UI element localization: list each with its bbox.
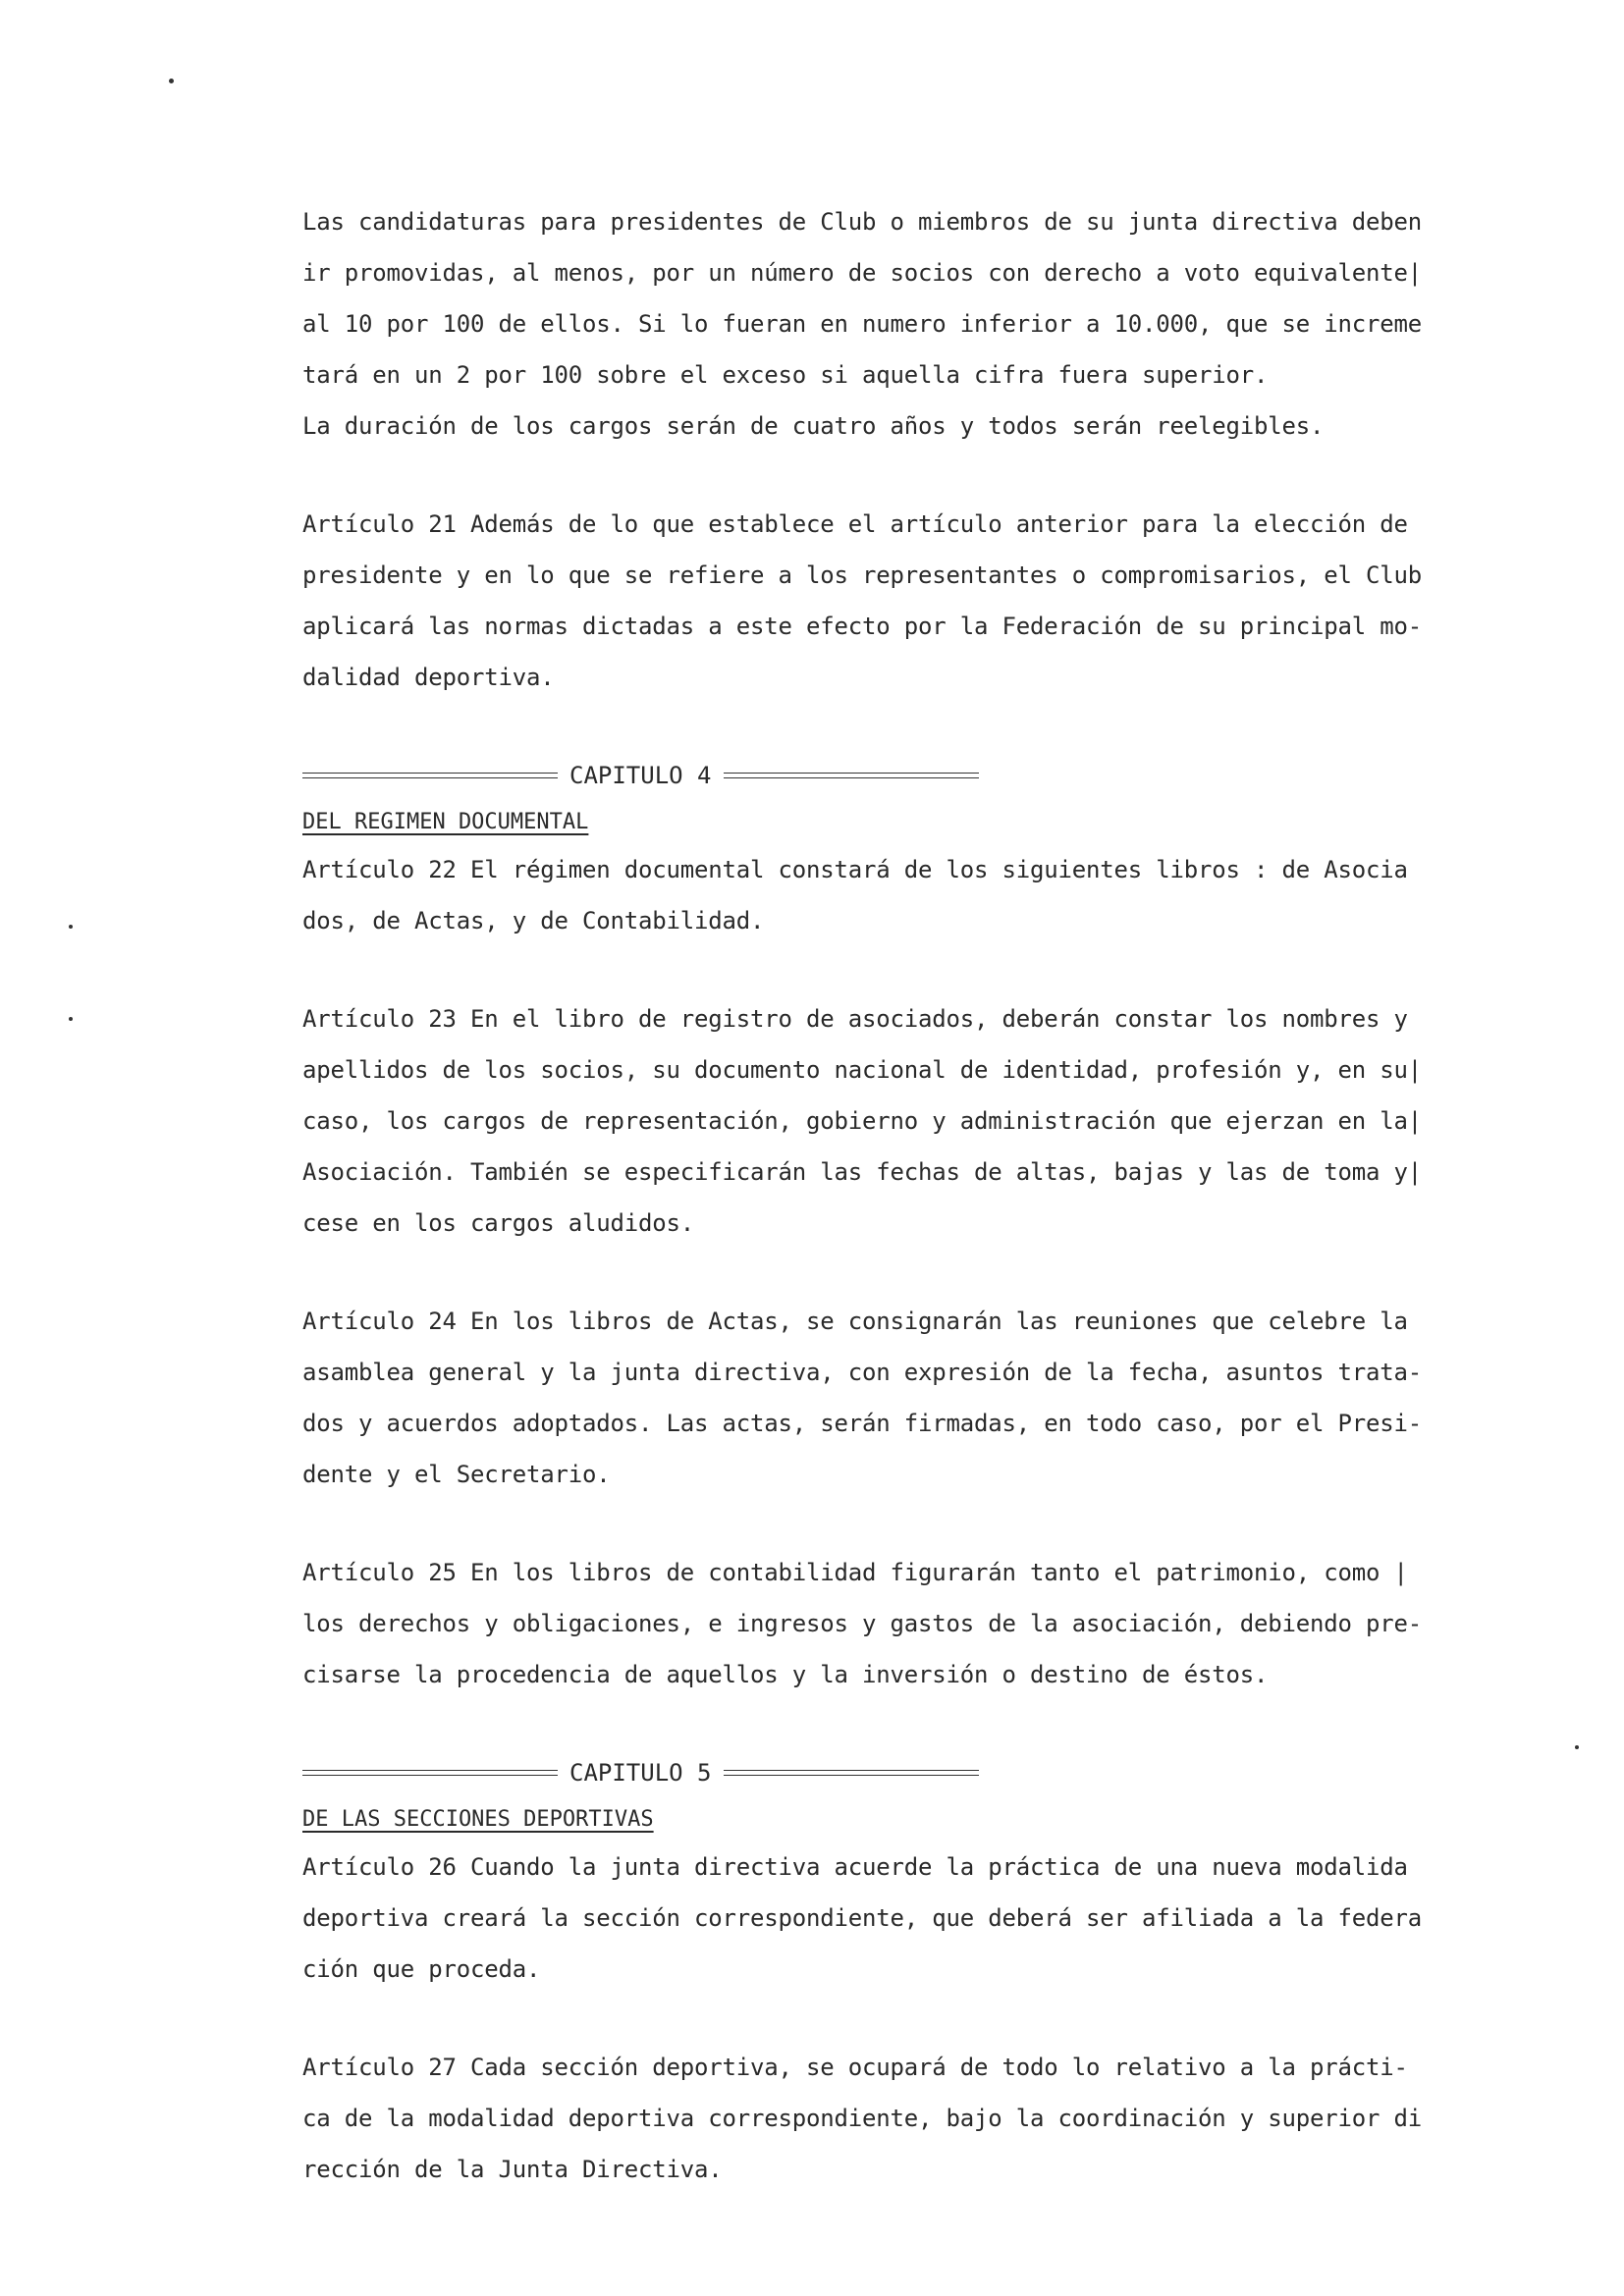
text-line: rección de la Junta Directiva. xyxy=(302,2156,723,2183)
scan-speck xyxy=(1575,1745,1579,1749)
text-line: tará en un 2 por 100 sobre el exceso si aquella cifra fuera superior. xyxy=(302,361,1269,389)
section-heading: DE LAS SECCIONES DEPORTIVAS xyxy=(302,1807,654,1832)
text-line: cese en los cargos aludidos. xyxy=(302,1209,694,1237)
text-line: deportiva creará la sección correspondiente, que deberá ser afiliada a la federa xyxy=(302,1904,1422,1932)
scan-speck xyxy=(69,1017,73,1021)
double-rule xyxy=(724,773,979,778)
text-line: Artículo 24 En los libros de Actas, se consignarán las reuniones que celebre la xyxy=(302,1308,1408,1335)
article-21 xyxy=(302,499,1422,703)
article-23 xyxy=(302,993,1422,1249)
text-line: Artículo 27 Cada sección deportiva, se ocupará de todo lo relativo a la prácti- xyxy=(302,2054,1408,2081)
chapter-5-title xyxy=(302,1747,1363,1798)
text-line: ción que proceda. xyxy=(302,1955,541,1983)
text-line: presidente y en lo que se refiere a los representantes o compromisarios, el Club xyxy=(302,561,1422,589)
text-line: ca de la modalidad deportiva correspondiente, bajo la coordinación y superior di xyxy=(302,2105,1422,2132)
text-line: Artículo 25 En los libros de contabilidad figurarán tanto el patrimonio, como | xyxy=(302,1559,1408,1586)
text-line: aplicará las normas dictadas a este efecto por la Federación de su principal mo- xyxy=(302,613,1422,640)
text-line: Artículo 22 El régimen documental constará de los siguientes libros : de Asocia xyxy=(302,856,1408,883)
chapter-label: CAPITULO 4 xyxy=(569,762,712,789)
article-24 xyxy=(302,1296,1422,1500)
double-rule xyxy=(724,1770,979,1776)
document-body xyxy=(302,196,1422,2195)
article-22 xyxy=(302,844,1408,946)
text-line: caso, los cargos de representación, gobierno y administración que ejerzan en la| xyxy=(302,1107,1422,1135)
text-line: dente y el Secretario. xyxy=(302,1461,611,1488)
text-line: los derechos y obligaciones, e ingresos y gastos de la asociación, debiendo pre- xyxy=(302,1610,1422,1637)
article-27 xyxy=(302,2042,1422,2195)
text-line: Artículo 21 Además de lo que establece el artículo anterior para la elección de xyxy=(302,510,1408,538)
text-line: cisarse la procedencia de aquellos y la inversión o destino de éstos. xyxy=(302,1661,1269,1688)
text-line: Asociación. También se especificarán las fechas de altas, bajas y las de toma y| xyxy=(302,1158,1422,1186)
scan-speck xyxy=(69,925,73,929)
text-line: asamblea general y la junta directiva, con expresión de la fecha, asuntos trata- xyxy=(302,1359,1422,1386)
text-line: dalidad deportiva. xyxy=(302,664,555,691)
text-line: ir promovidas, al menos, por un número de socios con derecho a voto equivalente| xyxy=(302,259,1422,287)
text-line: La duración de los cargos serán de cuatro años y todos serán reelegibles. xyxy=(302,412,1325,440)
chapter-label: CAPITULO 5 xyxy=(569,1759,712,1787)
double-rule xyxy=(302,773,558,778)
text-line: al 10 por 100 de ellos. Si lo fueran en numero inferior a 10.000, que se increme xyxy=(302,310,1422,338)
text-line: dos, de Actas, y de Contabilidad. xyxy=(302,907,765,934)
section-heading: DEL REGIMEN DOCUMENTAL xyxy=(302,810,589,834)
article-25 xyxy=(302,1547,1422,1700)
paragraph-candidaturas xyxy=(302,196,1422,452)
text-line: Artículo 26 Cuando la junta directiva acuerde la práctica de una nueva modalida xyxy=(302,1853,1408,1881)
chapter-4-title xyxy=(302,750,1363,801)
double-rule xyxy=(302,1770,558,1776)
text-line: dos y acuerdos adoptados. Las actas, serán firmadas, en todo caso, por el Presi- xyxy=(302,1410,1422,1437)
text-line: Artículo 23 En el libro de registro de asociados, deberán constar los nombres y xyxy=(302,1005,1408,1033)
scan-speck xyxy=(169,79,174,83)
article-26 xyxy=(302,1842,1422,1995)
text-line: Las candidaturas para presidentes de Club o miembros de su junta directiva deben xyxy=(302,208,1422,236)
text-line: apellidos de los socios, su documento nacional de identidad, profesión y, en su| xyxy=(302,1056,1422,1084)
